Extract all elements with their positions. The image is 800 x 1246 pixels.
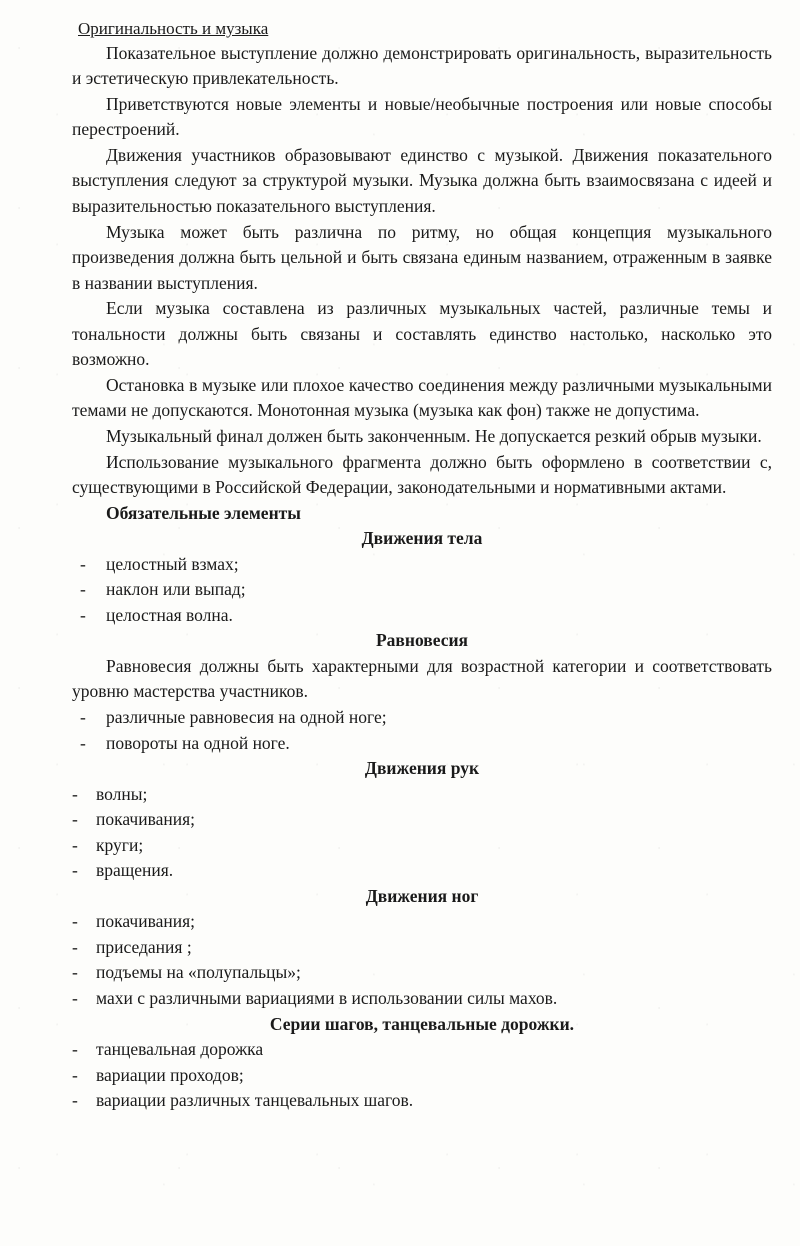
list-item-label: круги; [96, 834, 144, 855]
list-item-label: вариации различных танцевальных шагов. [96, 1090, 414, 1111]
list-item-label: танцевальная дорожка [96, 1039, 264, 1060]
list-item-label: вариации проходов; [96, 1064, 244, 1085]
dash-marker-icon: - [72, 911, 78, 932]
list-item [72, 552, 772, 578]
list-item-label: покачивания; [96, 809, 196, 830]
subsection-title-step-series: Серии шагов, танцевальные дорожки. [269, 1013, 575, 1034]
list-item [72, 960, 772, 986]
list-item-label: целостный взмах; [106, 553, 239, 574]
list-item-label: целостная волна. [106, 604, 233, 625]
list-item [72, 1063, 772, 1089]
subsection-title-balances: Равновесия [375, 630, 469, 651]
list-item [72, 603, 772, 629]
list-item-label: покачивания; [96, 911, 196, 932]
dash-marker-icon: - [72, 783, 78, 804]
list-item [72, 986, 772, 1012]
list-item [72, 935, 772, 961]
section-heading: Оригинальность и музыка [78, 19, 269, 38]
paragraph-4: Музыка может быть различна по ритму, но общая концепция музыкального произведения должна быть цельной и быть связана единым названием, отраженным в заявке в названии выступления. [72, 221, 772, 293]
list-item-label: волны; [96, 783, 148, 804]
paragraph-5: Если музыка составлена из различных музыкальных частей, различные темы и тональности должны быть связаны и составлять единство настолько, насколько это возможно. [72, 298, 772, 370]
list-item [72, 1088, 772, 1114]
dash-marker-icon: - [72, 1064, 78, 1085]
list-item [72, 909, 772, 935]
list-item-label: наклон или выпад; [106, 579, 246, 600]
list-item [72, 1037, 772, 1063]
dash-marker-icon: - [72, 834, 78, 855]
list-item [72, 731, 772, 757]
list-arm-movements [72, 782, 772, 884]
list-item [72, 705, 772, 731]
list-body-movements [72, 552, 772, 629]
paragraph-3: Движения участников образовывают единство с музыкой. Движения показательного выступления следуют за структурой музыки. Музыка должна быть взаимосвязана с идеей и выразительностью показательного выступления. [72, 144, 772, 217]
dash-marker-icon: - [80, 604, 86, 625]
list-item [72, 577, 772, 603]
subsection-title-body-movements: Движения тела [361, 528, 483, 549]
list-item-label: вращения. [96, 860, 174, 881]
dash-marker-icon: - [72, 809, 78, 830]
paragraph-8: Использование музыкального фрагмента должно быть оформлено в соответствии с, существующими в Российской Федерации, законодательными и нормативными актами. [72, 451, 772, 498]
paragraph-6: Остановка в музыке или плохое качество соединения между различными музыкальными темами не допускаются. Монотонная музыка (музыка как фон) также не допустима. [72, 374, 772, 421]
list-item-label: приседания ; [96, 936, 192, 957]
list-leg-movements [72, 909, 772, 1011]
dash-marker-icon: - [72, 987, 78, 1008]
dash-marker-icon: - [72, 962, 78, 983]
paragraph-1: Показательное выступление должно демонстрировать оригинальность, выразительность и эстетическую привлекательность. [72, 42, 772, 89]
list-item-label: подъемы на «полупальцы»; [96, 962, 301, 983]
paragraph-2: Приветствуются новые элементы и новые/необычные построения или новые способы перестроений. [72, 93, 772, 140]
list-balances [72, 705, 772, 756]
dash-marker-icon: - [80, 553, 86, 574]
list-item [72, 858, 772, 884]
list-item [72, 782, 772, 808]
list-item-label: повороты на одной ноге. [106, 732, 290, 753]
dash-marker-icon: - [80, 732, 86, 753]
list-item [72, 833, 772, 859]
list-step-series [72, 1037, 772, 1114]
dash-marker-icon: - [80, 579, 86, 600]
dash-marker-icon: - [72, 860, 78, 881]
dash-marker-icon: - [72, 936, 78, 957]
dash-marker-icon: - [80, 706, 86, 727]
subsection-title-leg-movements: Движения ног [365, 885, 479, 906]
list-item [72, 807, 772, 833]
list-item-label: махи с различными вариациями в использовании силы махов. [96, 987, 558, 1008]
subsection-intro-balances: Равновесия должны быть характерными для возрастной категории и соответствовать уровню мастерства участников. [72, 655, 772, 702]
document-body [72, 18, 772, 1114]
subsection-title-arm-movements: Движения рук [364, 758, 480, 779]
dash-marker-icon: - [72, 1090, 78, 1111]
list-item-label: различные равновесия на одной ноге; [106, 706, 387, 727]
mandatory-elements-title: Обязательные элементы [106, 502, 301, 523]
paragraph-7: Музыкальный финал должен быть законченным. Не допускается резкий обрыв музыки. [106, 425, 762, 446]
dash-marker-icon: - [72, 1039, 78, 1060]
